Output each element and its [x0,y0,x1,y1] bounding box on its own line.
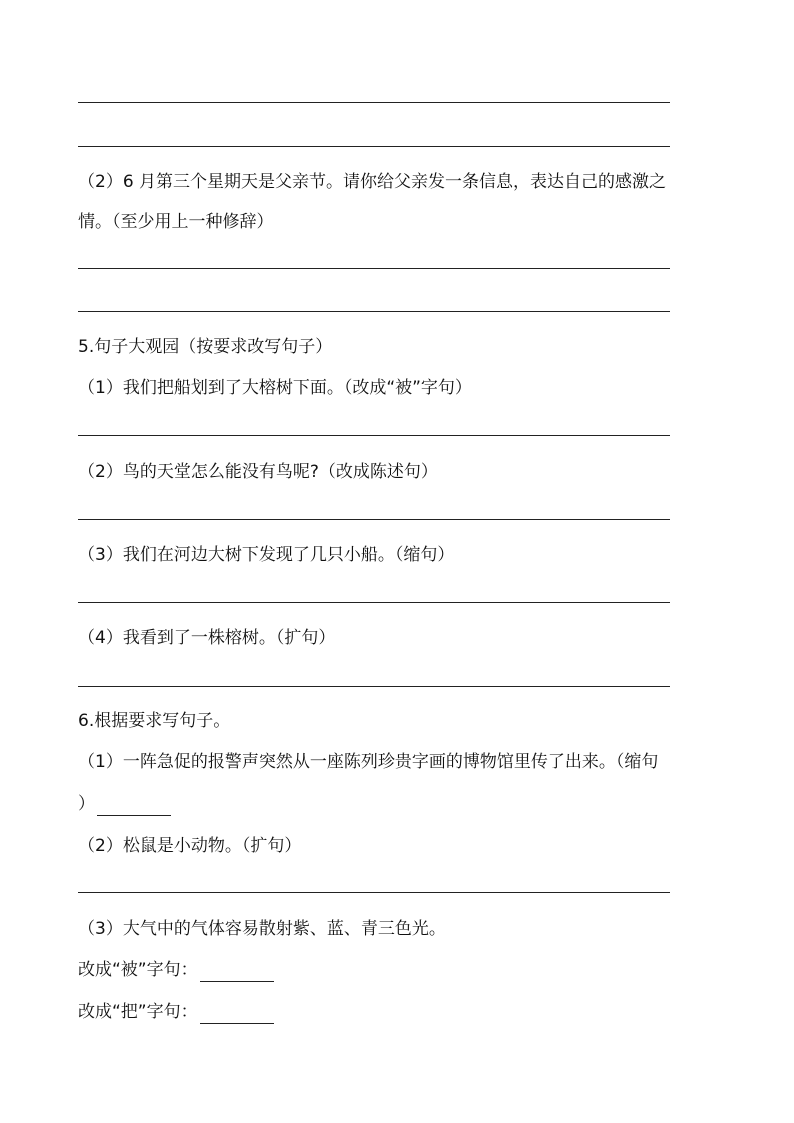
answer-blank[interactable] [200,963,274,982]
question-6-1-text-cont [78,792,728,816]
section-6-title: 6.根据要求写句子。 [78,711,231,731]
question-6-3-ba [78,1000,728,1024]
answer-line[interactable] [78,686,670,687]
question-5-3-text: （3）我们在河边大树下发现了几只小船。（缩句） [78,545,455,565]
question-6-2-text: （2）松鼠是小动物。（扩句） [78,836,302,856]
answer-line[interactable] [78,435,670,436]
answer-line[interactable] [78,311,670,312]
question-6-1-closing: ） [78,794,95,814]
answer-blank[interactable] [200,1005,274,1024]
question-6-3-text: （3）大气中的气体容易散射紫、蓝、青三色光。 [78,919,446,939]
answer-line[interactable] [78,602,670,603]
answer-line[interactable] [78,102,670,103]
bei-label: 改成“被”字句： [78,960,198,980]
answer-line[interactable] [78,892,670,893]
question-5-2-text: （2）鸟的天堂怎么能没有鸟呢?（改成陈述句） [78,462,438,482]
question-6-1-text: （1）一阵急促的报警声突然从一座陈列珍贵字画的博物馆里传了出来。（缩句 [78,752,659,772]
answer-line[interactable] [78,519,670,520]
question-4-2-text: （2）6 月第三个星期天是父亲节。请你给父亲发一条信息，表达自己的感激之 [78,172,667,192]
answer-blank[interactable] [97,797,171,816]
question-4-2-text-cont: 情。（至少用上一种修辞） [78,212,274,232]
question-5-1-text: （1）我们把船划到了大榕树下面。（改成“被”字句） [78,378,472,398]
section-5-title: 5.句子大观园（按要求改写句子） [78,337,333,357]
question-5-4-text: （4）我看到了一株榕树。（扩句） [78,628,336,648]
ba-label: 改成“把”字句： [78,1002,198,1022]
answer-line[interactable] [78,146,670,147]
question-6-3-bei [78,958,728,982]
answer-line[interactable] [78,268,670,269]
